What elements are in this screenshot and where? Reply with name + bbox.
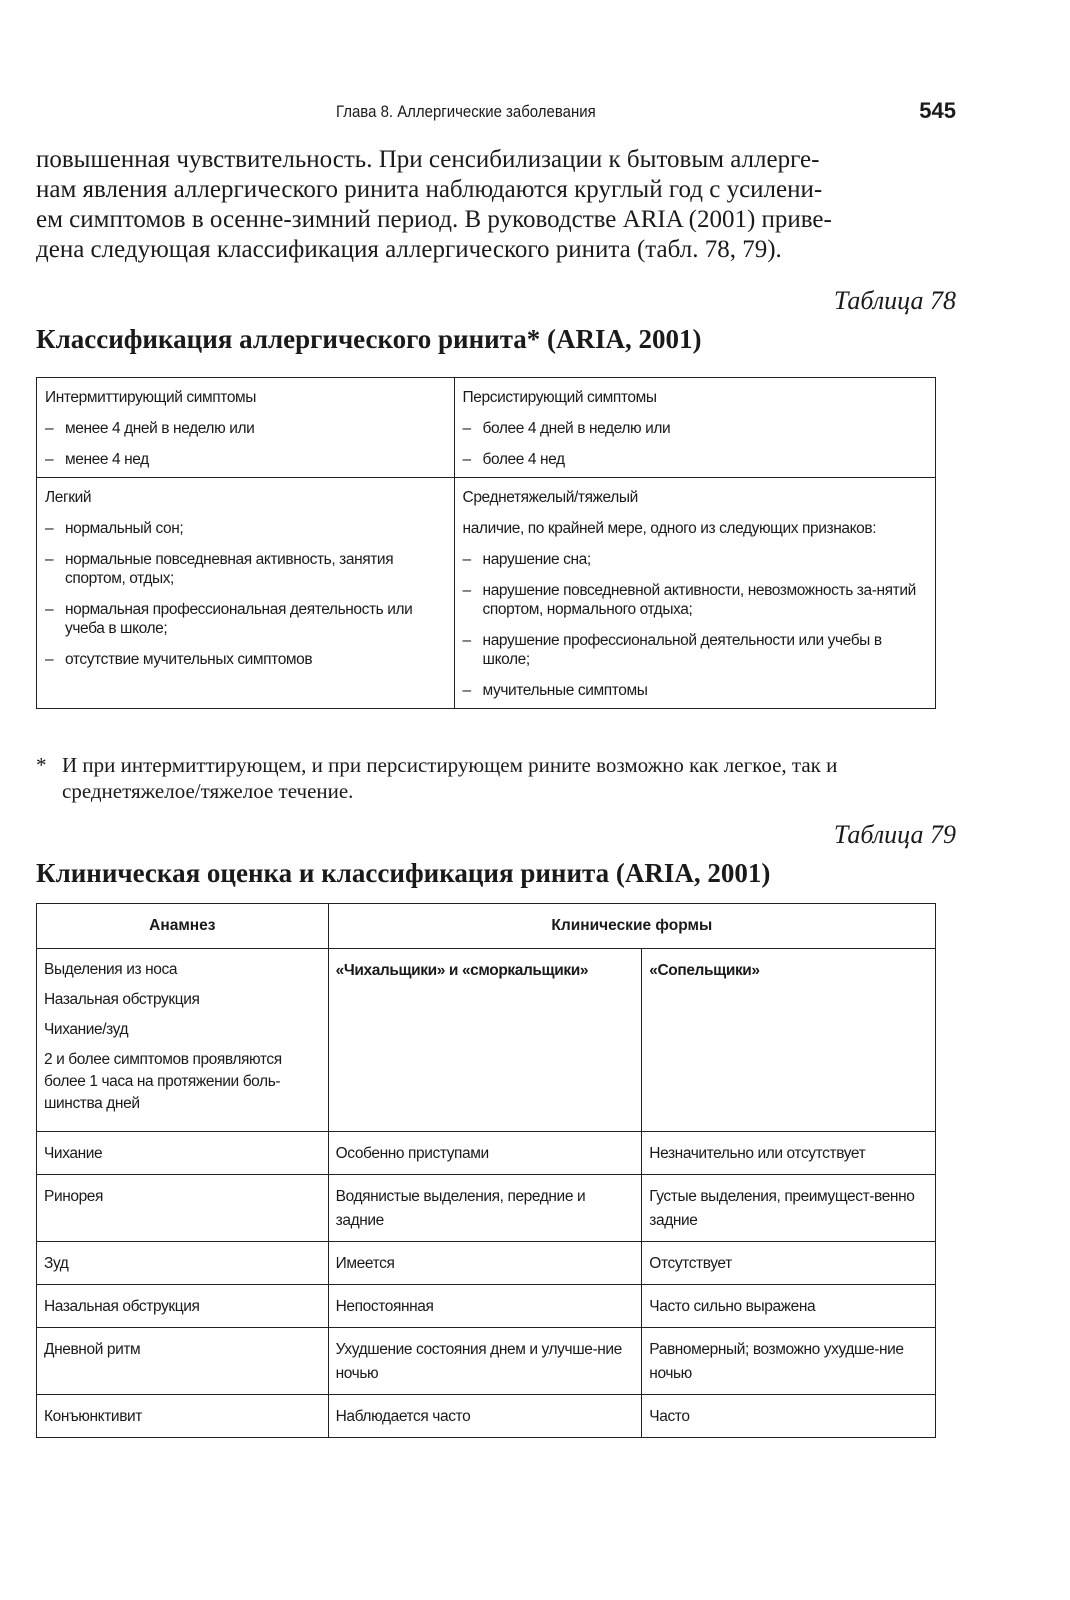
table-79-title: Клиническая оценка и классификация ринита (ARIA, 2001): [36, 858, 771, 888]
cell-heading: Интермиттирующий симптомы: [45, 389, 257, 406]
list-item: Выделения из носа: [44, 961, 178, 978]
cell-severe: [454, 478, 935, 709]
list-item: – менее 4 нед: [45, 450, 446, 469]
list-item: – нормальные повседневная активность, занятия спортом, отдых;: [45, 550, 446, 588]
running-head: [36, 98, 956, 128]
cell-intermittent: [37, 378, 455, 478]
list-item: – мучительные симптомы: [463, 681, 927, 700]
table-row: [37, 1242, 936, 1285]
cell-runners: Густые выделения, преимущест-венно задние: [642, 1175, 936, 1242]
cell-sneezers: Имеется: [328, 1242, 642, 1285]
list-item: – более 4 дней в неделю или: [463, 419, 927, 438]
table-header-row: [37, 904, 936, 949]
list-item: – нормальный сон;: [45, 519, 446, 538]
list-item: 2 и более симптомов проявляются более 1 часа на протяжении боль-шинства дней: [44, 1051, 282, 1112]
list-item: – нарушение сна;: [463, 550, 927, 569]
list-item: – нарушение повседневной активности, невозможность за-нятий спортом, нормального отдыха;: [463, 581, 927, 619]
subhead-sneezers: «Чихальщики» и «сморкальщики»: [328, 949, 642, 1132]
list-item: – отсутствие мучительных симптомов: [45, 650, 446, 669]
cell-symptom: Ринорея: [37, 1175, 329, 1242]
chapter-title: Глава 8. Аллергические заболевания: [336, 102, 596, 121]
list-item: – нарушение профессиональной деятельности или учебы в школе;: [463, 631, 927, 669]
page-number: 545: [919, 98, 956, 123]
list-item: Назальная обструкция: [44, 991, 200, 1008]
body-paragraph: [36, 145, 956, 265]
body-line: нам явления аллергического ринита наблюдаются круглый год с усилени-: [36, 176, 823, 203]
cell-symptom: Назальная обструкция: [37, 1285, 329, 1328]
list-item: – более 4 нед: [463, 450, 927, 469]
table-79-body: [37, 1132, 936, 1438]
table-row: [37, 1328, 936, 1395]
cell-sneezers: Наблюдается часто: [328, 1395, 642, 1438]
footnote: [36, 752, 936, 804]
cell-persistent: [454, 378, 935, 478]
table-row: [37, 1285, 936, 1328]
cell-heading: Среднетяжелый/тяжелый: [462, 489, 638, 506]
body-line: повышенная чувствительность. При сенсибилизации к бытовым аллерге-: [36, 146, 820, 173]
table-78: [36, 377, 936, 709]
table-78-label: Таблица 78: [833, 286, 956, 315]
cell-sneezers: Ухудшение состояния днем и улучше-ние ночью: [328, 1328, 642, 1395]
cell-symptom: Дневной ритм: [37, 1328, 329, 1395]
list-item: Чихание/зуд: [44, 1021, 129, 1038]
body-line: ем симптомов в осенне-зимний период. В руководстве ARIA (2001) приве-: [36, 206, 832, 233]
cell-intro: наличие, по крайней мере, одного из следующих признаков:: [462, 520, 877, 537]
cell-sneezers: Водянистые выделения, передние и задние: [328, 1175, 642, 1242]
table-row: [37, 378, 936, 478]
cell-runners: Часто: [642, 1395, 936, 1438]
body-line: дена следующая классификация аллергического ринита (табл. 78, 79).: [36, 236, 782, 263]
subhead-runners: «Сопельщики»: [642, 949, 936, 1132]
cell-sneezers: Особенно приступами: [328, 1132, 642, 1175]
table-78-title: Классификация аллергического ринита* (ARIA, 2001): [36, 324, 702, 354]
table-79: [36, 903, 936, 1438]
book-page: [36, 0, 956, 1600]
table-row: [37, 1132, 936, 1175]
cell-heading: Легкий: [45, 489, 92, 506]
cell-anamnesis-list: [37, 949, 329, 1132]
list-item: – нормальная профессиональная деятельность или учеба в школе;: [45, 600, 446, 638]
header-anamnesis: Анамнез: [37, 904, 329, 949]
cell-symptom: Чихание: [37, 1132, 329, 1175]
list-item: – менее 4 дней в неделю или: [45, 419, 446, 438]
header-clinical-forms: Клинические формы: [328, 904, 935, 949]
table-79-label: Таблица 79: [833, 820, 956, 849]
cell-runners: Незначительно или отсутствует: [642, 1132, 936, 1175]
table-row: [37, 1175, 936, 1242]
cell-runners: Равномерный; возможно ухудше-ние ночью: [642, 1328, 936, 1395]
cell-symptom: Конъюнктивит: [37, 1395, 329, 1438]
footnote-text: И при интермиттирующем, и при персистирующем рините возможно как легкое, так и среднетяжелое/тяжелое течение.: [62, 753, 838, 803]
cell-runners: Часто сильно выражена: [642, 1285, 936, 1328]
footnote-mark: *: [36, 753, 47, 777]
cell-mild: [37, 478, 455, 709]
table-row: [37, 1395, 936, 1438]
cell-runners: Отсутствует: [642, 1242, 936, 1285]
table-row: [37, 949, 936, 1132]
table-row: [37, 478, 936, 709]
cell-symptom: Зуд: [37, 1242, 329, 1285]
cell-heading: Персистирующий симптомы: [462, 389, 657, 406]
cell-sneezers: Непостоянная: [328, 1285, 642, 1328]
